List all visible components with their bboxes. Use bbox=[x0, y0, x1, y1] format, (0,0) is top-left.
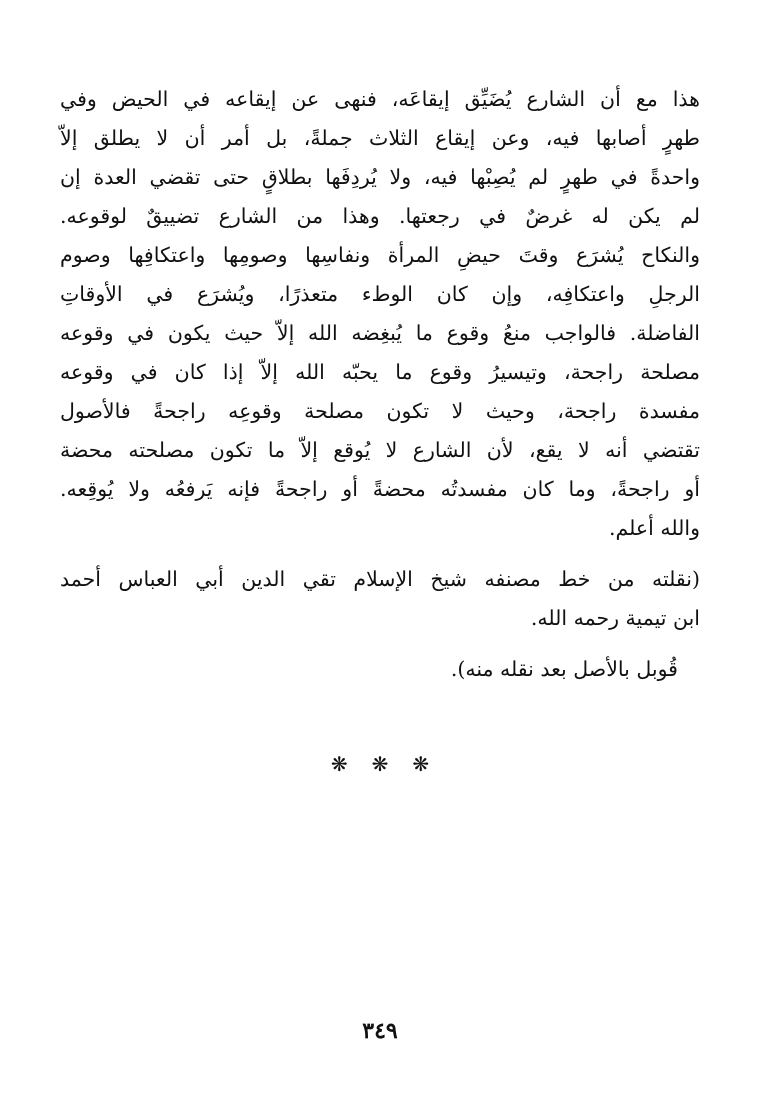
text-line: الفاضلة. فالواجب منعُ وقوع ما يُبغِضه الله إلاّ حيث يكون في وقوعه bbox=[60, 321, 700, 345]
note-line: قُوبل بالأصل بعد نقله منه). bbox=[450, 657, 678, 681]
page-number: ٣٤٩ bbox=[362, 1018, 398, 1044]
text-line: هذا مع أن الشارع يُضَيِّق إيقاعَه، فنهى عن إيقاعه في الحيض وفي bbox=[60, 87, 700, 111]
text-line: طهرٍ أصابها فيه، وعن إيقاع الثلاث جملةً، بل أمر أن لا يطلق إلاّ bbox=[60, 126, 700, 150]
text-line: أو راجحةً، وما كان مفسدتُه محضةً أو راجحةً فإنه يَرفعُه ولا يُوقِعه. bbox=[60, 477, 700, 501]
text-line: والله أعلم. bbox=[608, 516, 700, 540]
text-line: لم يكن له غرضٌ في رجعتها. وهذا من الشارع تضييقٌ لوقوعه. bbox=[60, 204, 700, 228]
text-line: والنكاح يُشرَع وقتَ حيضِ المرأة ونفاسِها وصومِها واعتكافِها وصوم bbox=[60, 243, 700, 267]
text-line: مفسدة راجحة، وحيث لا تكون مصلحة وقوعِه راجحةً فالأصول bbox=[60, 399, 700, 423]
main-paragraph bbox=[60, 80, 700, 548]
note-line: ابن تيمية رحمه الله. bbox=[530, 606, 700, 630]
text-line: الرجلِ واعتكافِه، وإن كان الوطء متعذرًا، ويُشرَع في الأوقاتِ bbox=[60, 282, 700, 306]
section-separator bbox=[0, 752, 760, 776]
text-line: تقتضي أنه لا يقع، لأن الشارع لا يُوقع إلاّ ما تكون مصلحته محضة bbox=[60, 438, 700, 462]
copyist-note bbox=[60, 560, 700, 689]
text-line: واحدةً في طهرٍ لم يُصِبْها فيه، ولا يُردِفَها بطلاقٍ حتى تقضي العدة إن bbox=[60, 165, 700, 189]
separator-glyphs: ❋❋❋ bbox=[330, 752, 454, 776]
note-line: (نقلته من خط مصنفه شيخ الإسلام تقي الدين أبي العباس أحمد bbox=[60, 567, 700, 591]
text-line: مصلحة راجحة، وتيسيرُ وقوع ما يحبّه الله إلاّ إذا كان في وقوعه bbox=[60, 360, 700, 384]
